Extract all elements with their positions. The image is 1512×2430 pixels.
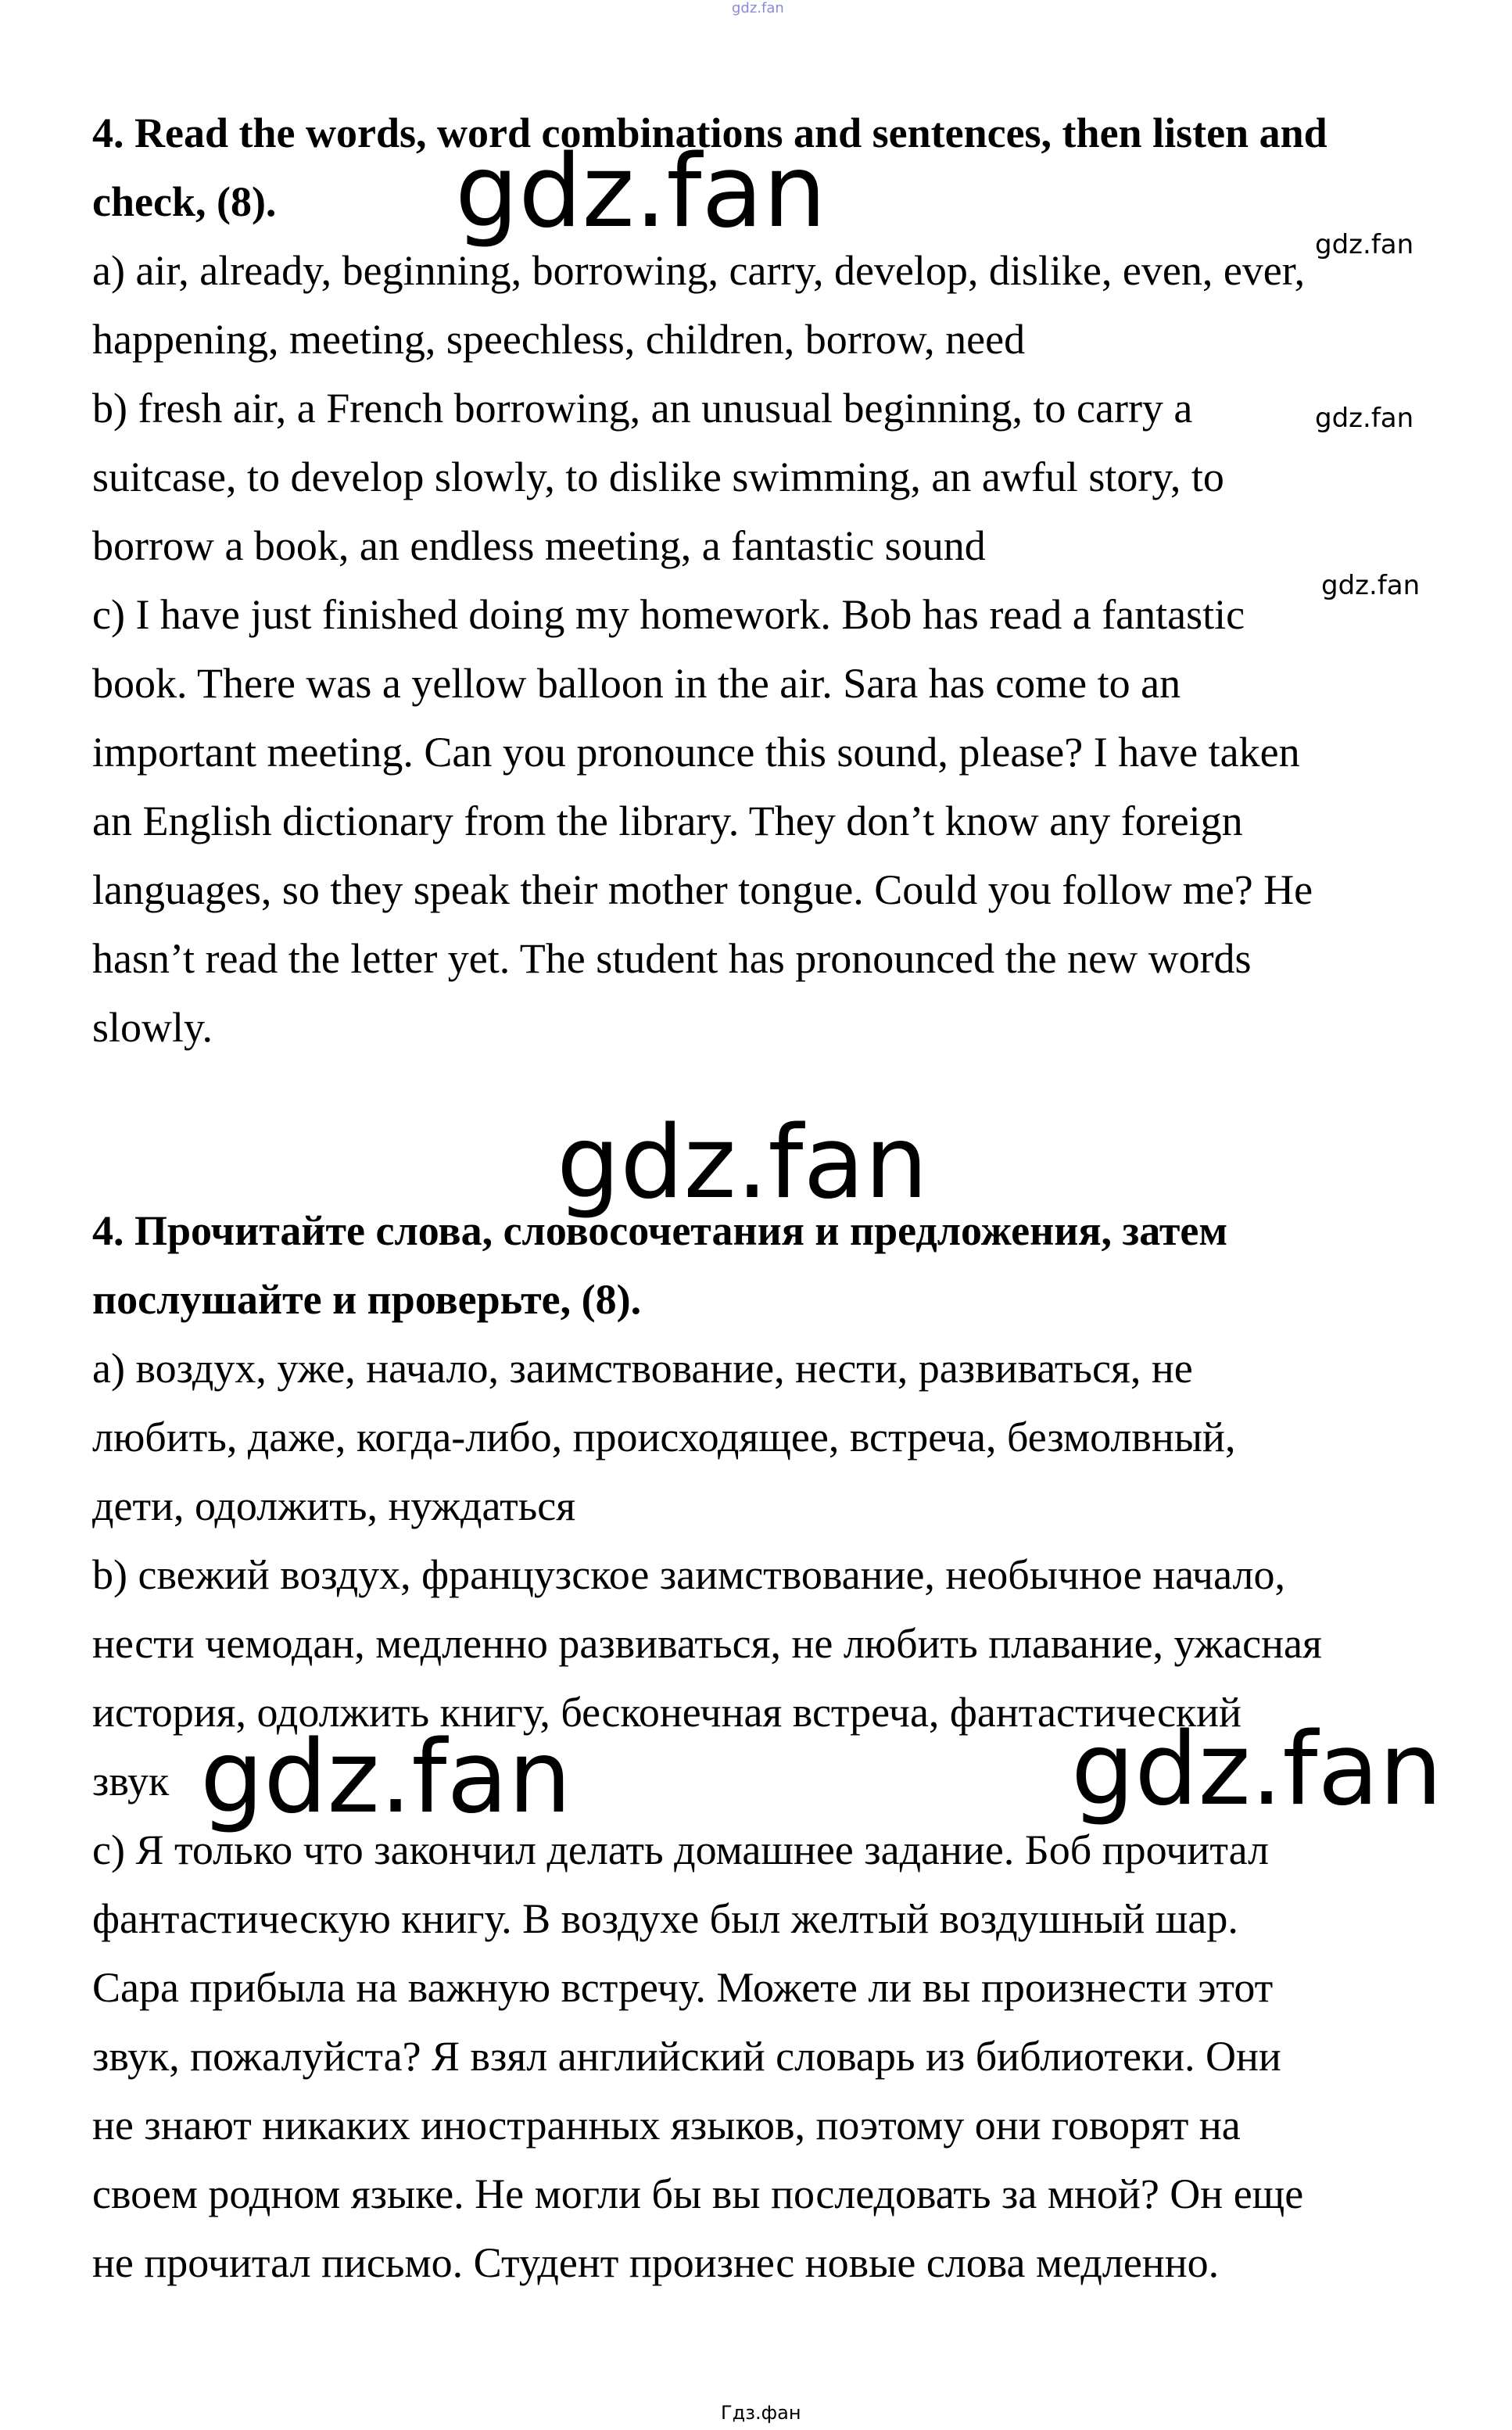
watermark-small-3: gdz.fan — [1321, 570, 1421, 601]
watermark-bottom: Гдз.фан — [721, 2402, 801, 2424]
russian-body-line-1: а) воздух, уже, начало, заимствование, нести, развиваться, не — [92, 1345, 1193, 1392]
russian-body-line-10: Сара прибыла на важную встречу. Можете ли вы произнести этот — [92, 1964, 1274, 2011]
russian-body-line-2: любить, даже, когда-либо, происходящее, встреча, безмолвный, — [92, 1414, 1236, 1461]
english-body-line-10: languages, so they speak their mother tongue. Could you follow me? He — [92, 866, 1313, 913]
english-body-line-4: suitcase, to develop slowly, to dislike swimming, an awful story, to — [92, 453, 1224, 500]
english-body-line-8: important meeting. Can you pronounce this sound, please? I have taken — [92, 729, 1300, 776]
english-body-line-1: a) air, already, beginning, borrowing, carry, develop, dislike, even, ever, — [92, 247, 1306, 294]
english-body-line-12: slowly. — [92, 1004, 213, 1051]
english-body-line-11: hasn’t read the letter yet. The student has pronounced the new words — [92, 935, 1252, 982]
russian-heading-line-2: послушайте и проверьте, (8). — [92, 1276, 642, 1323]
russian-body-line-12: не знают никаких иностранных языков, поэтому они говорят на — [92, 2102, 1241, 2149]
watermark-small-1: gdz.fan — [1315, 229, 1414, 260]
russian-body-line-13: своем родном языке. Не могли бы вы последовать за мной? Он еще — [92, 2170, 1304, 2217]
english-body-line-6: c) I have just finished doing my homework. Bob has read a fantastic — [92, 591, 1245, 638]
russian-body-line-6: история, одолжить книгу, бесконечная встреча, фантастический — [92, 1689, 1241, 1736]
english-body-line-7: book. There was a yellow balloon in the air. Sara has come to an — [92, 660, 1181, 707]
watermark-large-3: gdz.fan — [200, 1719, 571, 1836]
russian-body-line-11: звук, пожалуйста? Я взял английский словарь из библиотеки. Они — [92, 2033, 1281, 2080]
watermark-large-2: gdz.fan — [557, 1105, 928, 1221]
english-body-line-3: b) fresh air, a French borrowing, an unusual beginning, to carry a — [92, 385, 1193, 432]
russian-body-line-4: b) свежий воздух, французское заимствование, необычное начало, — [92, 1551, 1285, 1598]
russian-heading-line-1: 4. Прочитайте слова, словосочетания и предложения, затем — [92, 1207, 1228, 1254]
watermark-small-2: gdz.fan — [1315, 403, 1414, 434]
russian-body-line-5: нести чемодан, медленно развиваться, не любить плавание, ужасная — [92, 1620, 1322, 1667]
english-body-line-5: borrow a book, an endless meeting, a fantastic sound — [92, 522, 986, 569]
english-body-line-9: an English dictionary from the library. They don’t know any foreign — [92, 797, 1243, 844]
watermark-large-1: gdz.fan — [455, 134, 826, 250]
russian-body-line-3: дети, одолжить, нуждаться — [92, 1482, 576, 1529]
russian-body-line-7: звук — [92, 1758, 170, 1805]
watermark-large-4: gdz.fan — [1071, 1711, 1442, 1828]
watermark-top: gdz.fan — [732, 0, 784, 16]
russian-body-line-8: с) Я только что закончил делать домашнее задание. Боб прочитал — [92, 1826, 1269, 1873]
russian-body-line-9: фантастическую книгу. В воздухе был желтый воздушный шар. — [92, 1895, 1238, 1942]
russian-body-line-14: не прочитал письмо. Студент произнес новые слова медленно. — [92, 2239, 1220, 2286]
english-heading-line-2: check, (8). — [92, 178, 277, 225]
english-body-line-2: happening, meeting, speechless, children, borrow, need — [92, 316, 1026, 363]
english-heading-line-1: 4. Read the words, word combinations and sentences, then listen and — [92, 109, 1327, 156]
